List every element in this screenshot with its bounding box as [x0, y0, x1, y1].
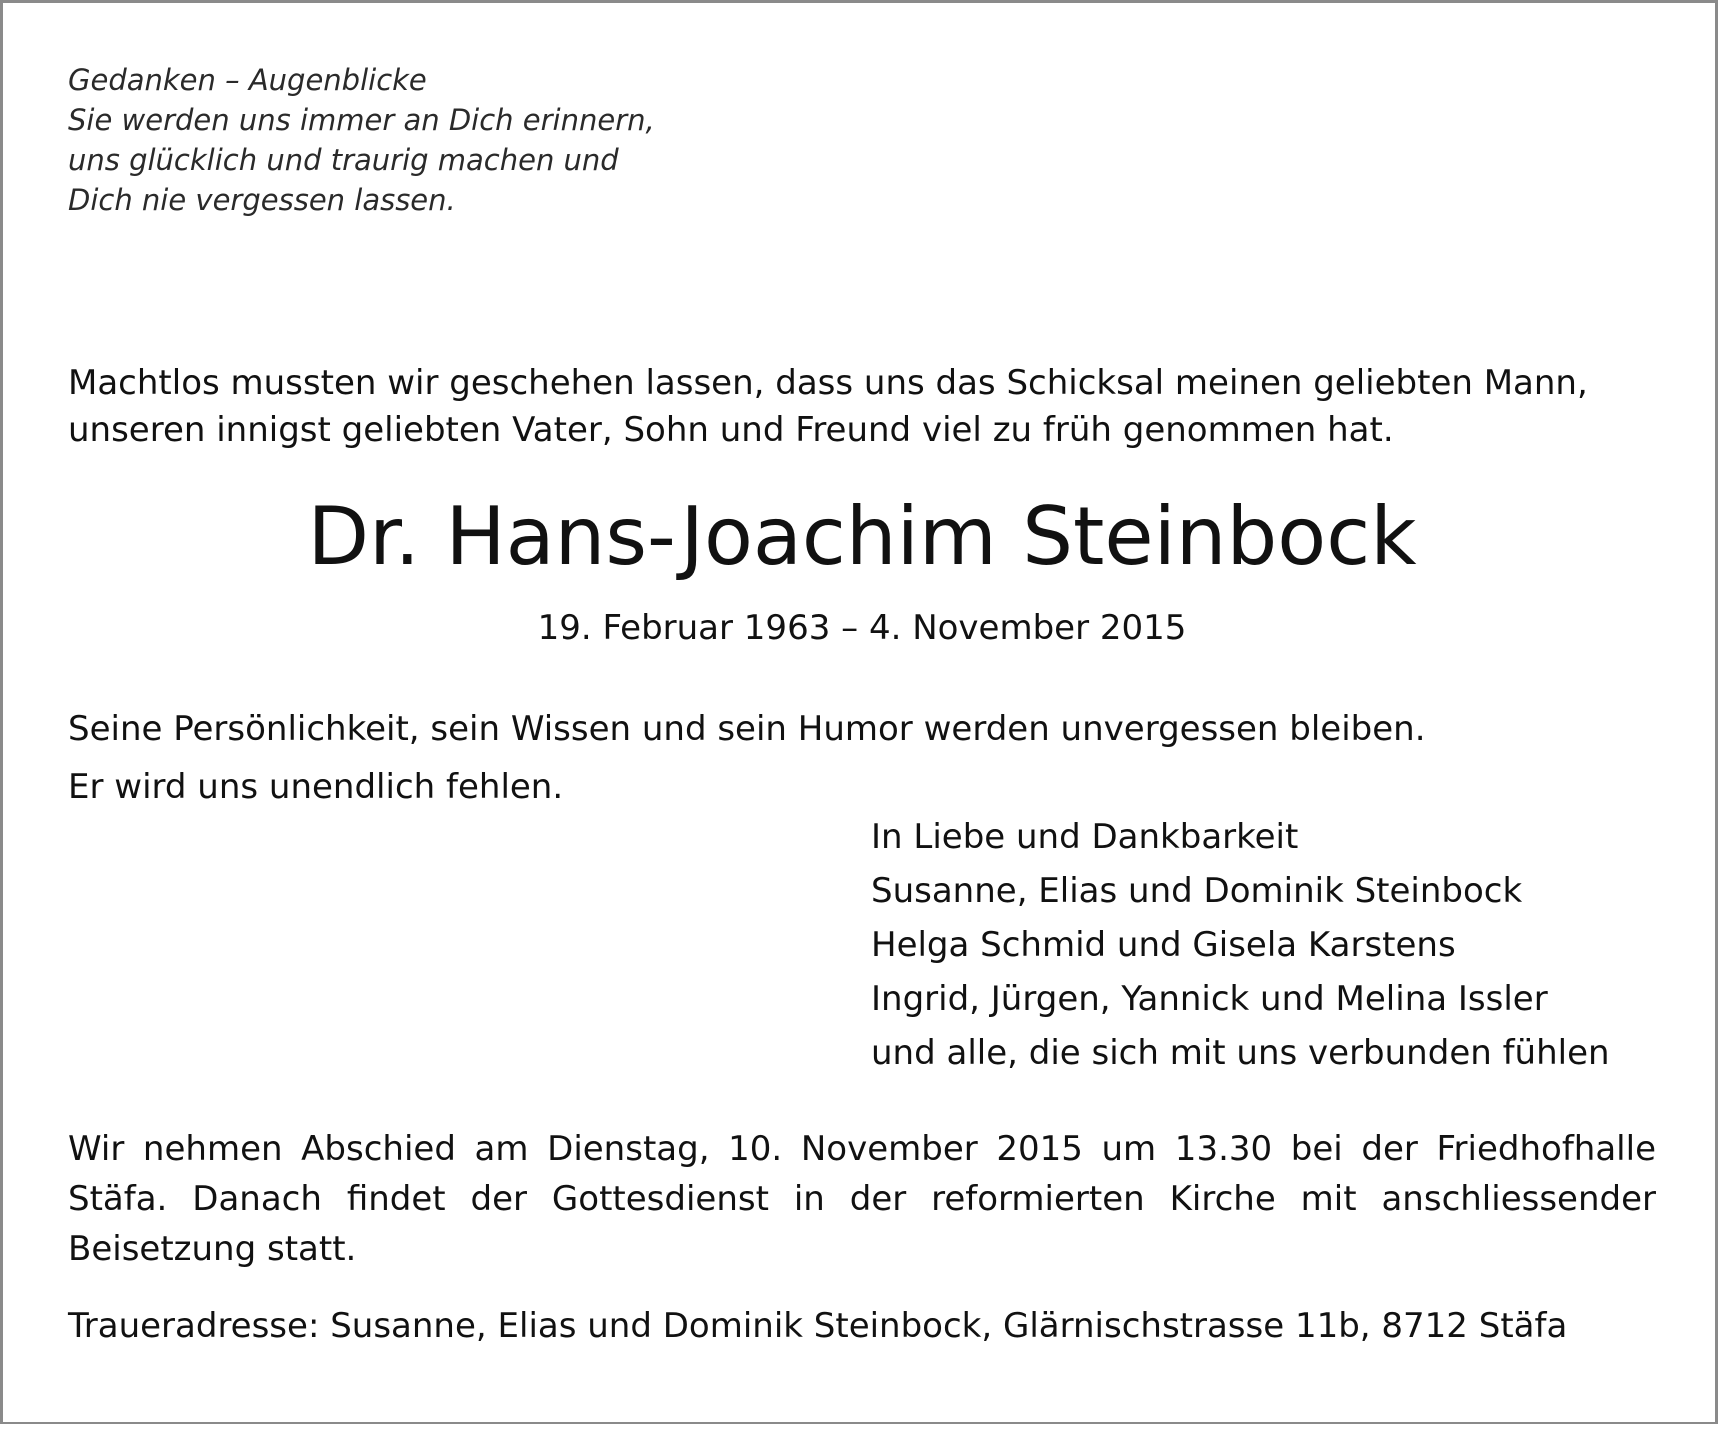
life-dates: 19. Februar 1963 – 4. November 2015: [537, 608, 1187, 648]
intro-line: Machtlos mussten wir geschehen lassen, dass uns das Schicksal meinen geliebten Mann,: [68, 363, 1588, 403]
poem-line: Gedanken – Augenblicke: [68, 63, 427, 97]
signature-line: Helga Schmid und Gisela Karstens: [871, 925, 1456, 965]
tribute-paragraph: [68, 700, 1426, 816]
deceased-name: Dr. Hans-Joachim Steinbock: [307, 490, 1417, 583]
tribute-line: Seine Persönlichkeit, sein Wissen und sein Humor werden unvergessen bleiben.: [68, 709, 1426, 749]
signature-line: Ingrid, Jürgen, Yannick und Melina Issler: [871, 979, 1548, 1019]
poem-line: uns glücklich und traurig machen und: [68, 143, 619, 177]
tribute-line: Er wird uns unendlich fehlen.: [68, 767, 564, 807]
signature-line: Susanne, Elias und Dominik Steinbock: [871, 871, 1523, 911]
poem-block: [68, 60, 655, 220]
poem-line: Sie werden uns immer an Dich erinnern,: [68, 103, 655, 137]
farewell-paragraph: Wir nehmen Abschied am Dienstag, 10. November 2015 um 13.30 bei der Friedhofhalle Stäfa. Danach findet der Gottesdienst in der reformierten Kirche mit anschliessender Beisetzung statt.: [68, 1129, 1656, 1269]
poem-line: Dich nie vergessen lassen.: [68, 183, 456, 217]
intro-line: unseren innigst geliebten Vater, Sohn und Freund viel zu früh genommen hat.: [68, 410, 1394, 450]
signature-line: und alle, die sich mit uns verbunden fühlen: [871, 1033, 1610, 1073]
mourning-address: Traueradresse: Susanne, Elias und Dominik Steinbock, Glärnischstrasse 11b, 8712 Stäfa: [68, 1306, 1568, 1346]
signature-line: In Liebe und Dankbarkeit: [871, 817, 1299, 857]
mourners-signature: [871, 810, 1610, 1080]
intro-paragraph: [68, 360, 1664, 454]
